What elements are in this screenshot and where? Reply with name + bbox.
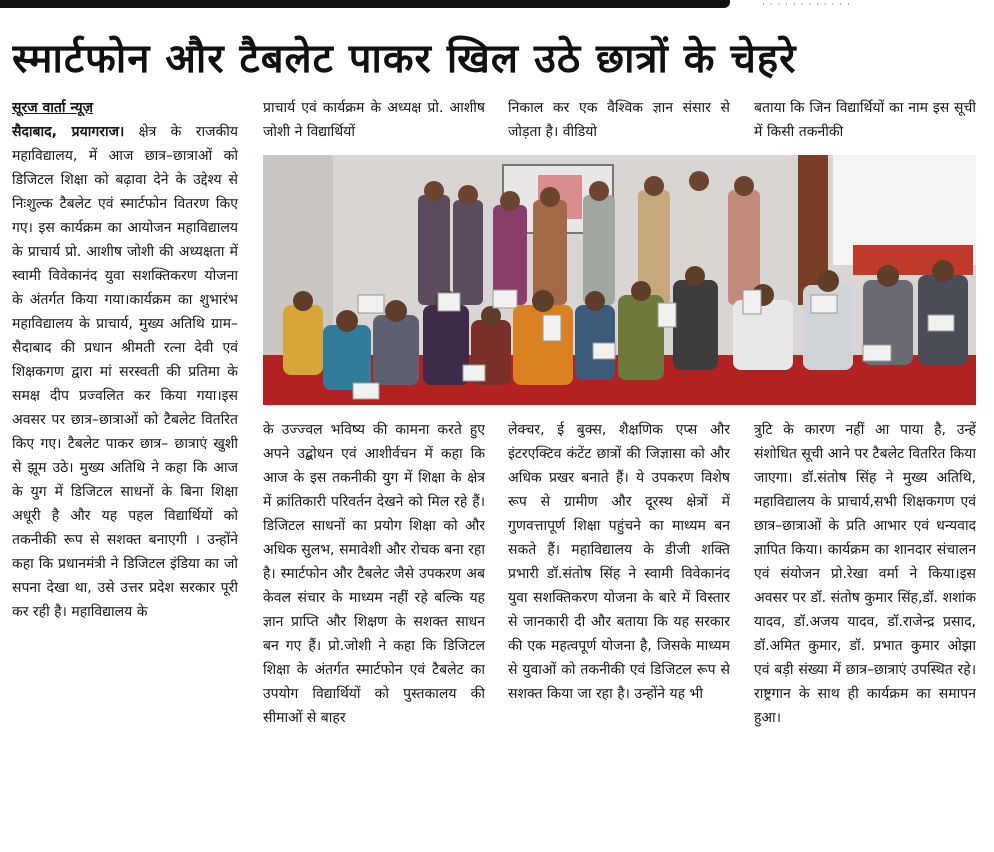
article-column-4-top: बताया कि जिन विद्यार्थियों का नाम इस सूची में किसी तकनीकी	[754, 100, 976, 140]
article-column-3: लेक्चर, ई बुक्स, शैक्षणिक एप्स और इंटरएक्टिव कंटेंट छात्रों की जिज्ञासा को और अधिक प्रखर बनाते हैं। ये उपकरण विशेष रूप से ग्रामीण और दूरस्थ क्षेत्रों में गुणवत्तापूर्ण शिक्षा पहुंचने का माध्यम बन सकते हैं। महाविद्यालय के डीजी शक्ति प्रभारी डॉ.संतोष सिंह ने स्वामी विवेकानंद युवा सशक्तिकरण योजना के बारे में विस्तार से जानकारी दी और बताया कि यह सरकार की एक महत्वपूर्ण योजना है, जिसके माध्यम से युवाओं को तकनीकी एवं डिजिटल रूप से सशक्त किया जा रहा है। उन्होंने यह भी	[508, 422, 730, 702]
event-photo	[263, 155, 976, 405]
article-column-2-top: प्राचार्य एवं कार्यक्रम के अध्यक्ष प्रो. आशीष जोशी ने विद्यार्थियों	[263, 100, 485, 140]
article-column-4: त्रुटि के कारण नहीं आ पाया है, उन्हें संशोधित सूची आने पर टैबलेट वितरित किया जाएगा। डॉ.संतोष सिंह ने मुख्य अतिथि, महाविद्यालय के प्राचार्य,सभी शिक्षकगण एवं छात्र–छात्राओं के प्रति आभार एवं धन्यवाद ज्ञापित किया। कार्यक्रम का शानदार संचालन एवं संयोजन प्रो.रेखा वर्मा ने किया।इस अवसर पर डॉ. संतोष कुमार सिंह,डॉ. शशांक यादव, डॉ.अजय यादव, डॉ.राजेन्द्र प्रसाद, डॉ.अमित कुमार, डॉ. प्रभात कुमार ओझा एवं बड़ी संख्या में छात्र–छात्राएं उपस्थित रहे। राष्ट्रगान के साथ ही कार्यक्रम का समापन हुआ।	[754, 422, 976, 726]
dateline: सैदाबाद, प्रयागराज।	[12, 124, 125, 140]
top-strip: · · · · · · · · · · · ·	[762, 0, 851, 10]
top-rule	[0, 0, 730, 8]
article-column-3-top: निकाल कर एक वैश्विक ज्ञान संसार से जोड़ता है। वीडियो	[508, 100, 730, 140]
article-column-1	[12, 96, 238, 844]
headline: स्मार्टफोन और टैबलेट पाकर खिल उठे छात्रों के चेहरे	[12, 36, 797, 82]
byline: सूरज वार्ता न्यूज़	[12, 100, 93, 116]
event-photo-illustration	[263, 155, 976, 405]
col1-text: क्षेत्र के राजकीय महाविद्यालय, में आज छात्र–छात्राओं को डिजिटल शिक्षा को बढ़ावा देने के उद्देश्य से निःशुल्क टैबलेट एवं स्मार्टफोन वितरण किए गए। इस कार्यक्रम का आयोजन महाविद्यालय के प्राचार्य प्रो. आशीष जोशी की अध्यक्षता में स्वामी विवेकानंद युवा सशक्तिकरण योजना के अंतर्गत किया गया।कार्यक्रम का शुभारंभ महाविद्यालय के प्राचार्य, मुख्य अतिथि ग्राम–सैदाबाद की प्रधान श्रीमती रत्ना देवी एवं शिक्षकगण द्वारा मां सरस्वती की प्रतिमा के समक्ष दीप प्रज्वलित कर किया गया।इस अवसर पर छात्र–छात्राओं को टैबलेट वितरित किए गए। टैबलेट पाकर छात्र– छात्राएं खुशी से झूम उठे। मुख्य अतिथि ने कहा कि आज के युग में डिजिटल साधनों के बिना शिक्षा अधूरी है और यह पहल विद्यार्थियों को तकनीकी रूप से सशक्त बनाएगी । उन्होंने कहा कि प्रधानमंत्री ने डिजिटल इंडिया का जो सपना देखा था, उसे उत्तर प्रदेश सरकार पूरी कर रही है। महाविद्यालय के	[12, 124, 238, 620]
article-column-2: के उज्ज्वल भविष्य की कामना करते हुए अपने उद्बोधन एवं आशीर्वचन में कहा कि आज के इस तकनीकी युग में शिक्षा के क्षेत्र में क्रांतिकारी परिवर्तन देखने को मिल रहे हैं। डिजिटल साधनों का प्रयोग शिक्षा को और अधिक सुलभ, समावेशी और रोचक बना रहा है। स्मार्टफोन और टैबलेट जैसे उपकरण अब केवल संचार के माध्यम नहीं रहे बल्कि यह ज्ञान प्राप्ति और शिक्षण के सशक्त साधन बन गए हैं। प्रो.जोशी ने कहा कि डिजिटल शिक्षा के अंतर्गत स्मार्टफोन एवं टैबलेट का उपयोग विद्यार्थियों को पुस्तकालय की सीमाओं से बाहर	[263, 422, 485, 726]
